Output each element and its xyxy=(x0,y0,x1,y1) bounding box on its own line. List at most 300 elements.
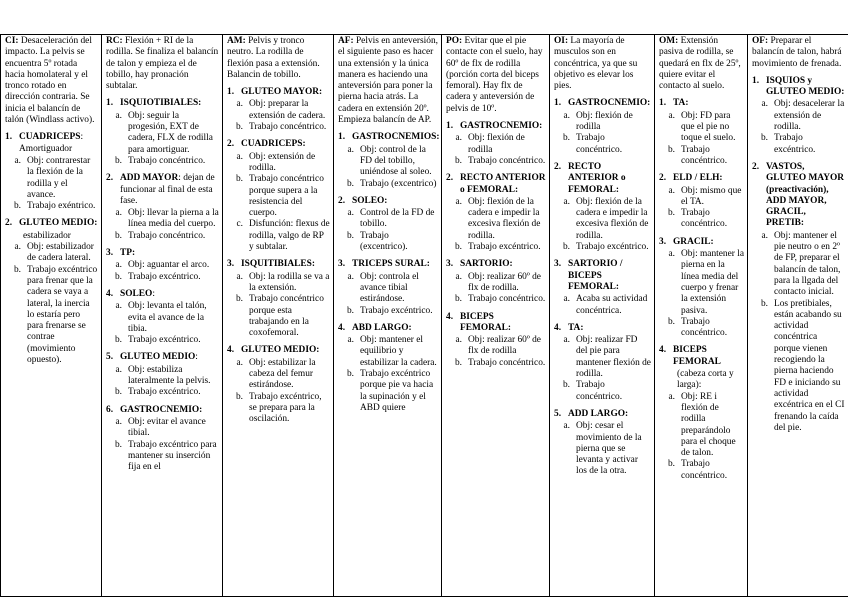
section-number: 2. xyxy=(446,173,454,184)
item-letter: a. xyxy=(455,196,462,207)
list-item xyxy=(106,387,219,398)
muscle-title xyxy=(460,173,546,196)
muscle-heading xyxy=(554,162,651,196)
item-letter: b. xyxy=(562,133,570,144)
list-item xyxy=(554,111,651,134)
item-text: Trabajo concéntrico. xyxy=(681,208,728,230)
muscle-name: RECTO ANTERIOR o FEMORAL: xyxy=(460,173,546,195)
phase-description xyxy=(227,36,330,81)
list-item xyxy=(554,242,651,253)
item-letter: a. xyxy=(236,151,243,162)
item-letter: a. xyxy=(761,99,768,110)
phase-intro-text: Desaceleración del impacto. La pelvis se encuentra 5º rotada hacia homolateral y el tronco rotado en dirección contraria. Se inicia el balancín de talón (Windlass activo). xyxy=(5,36,95,126)
muscle-heading xyxy=(338,196,438,207)
phase-description xyxy=(338,36,438,126)
item-text: Los pretibiales, están acabando su actividad concéntrica porque vienen recogiendo la pierna haciendo FD e iniciando su actividad excéntrica en el CI frenando la caída del pie. xyxy=(774,298,845,433)
list-item xyxy=(106,111,219,156)
item-letter: b. xyxy=(114,271,122,282)
item-letter: b. xyxy=(760,133,768,144)
list-item xyxy=(106,156,219,167)
item-text: Trabajo concéntrico. xyxy=(249,122,327,133)
item-text: Obj: FD para que el pie no toque el suelo. xyxy=(681,110,736,144)
item-text: Obj: extensión de rodilla. xyxy=(249,151,316,173)
muscle-heading xyxy=(106,289,219,300)
item-letter: a. xyxy=(115,208,122,219)
muscle-subtitle: (cabeza corta y larga): xyxy=(677,369,734,391)
muscle-heading xyxy=(227,87,330,98)
muscle-heading xyxy=(106,98,219,109)
item-text: Obj: cesar el movimiento de la pierna que se levanta y activar los de la otra. xyxy=(576,421,642,477)
table-row xyxy=(1,35,848,597)
section-number: 4. xyxy=(659,345,667,356)
item-text: Trabajo concéntrico. xyxy=(128,230,206,241)
item-letter: a. xyxy=(236,357,243,368)
muscle-heading xyxy=(338,259,438,270)
item-text: Obj: flexión de la cadera e impedir la excesiva flexión de rodilla. xyxy=(468,196,541,241)
muscle-note: : xyxy=(195,352,198,363)
muscle-name: SARTORIO / BICEPS FEMORAL: xyxy=(568,259,623,292)
item-letter: b. xyxy=(114,230,122,241)
muscle-heading xyxy=(659,345,744,368)
phase-abbreviation: AF: xyxy=(338,36,354,46)
item-letter: a. xyxy=(455,271,462,282)
section-number: 4. xyxy=(106,288,114,299)
list-item xyxy=(752,99,845,133)
muscle-name: GLUTEO MEDIO: xyxy=(241,345,320,356)
phase-abbreviation: PO: xyxy=(446,36,463,46)
phase-description xyxy=(554,36,651,92)
list-item xyxy=(227,219,330,253)
item-letter: b. xyxy=(562,242,570,253)
list-item xyxy=(338,369,438,414)
section-number: 1. xyxy=(446,121,454,132)
item-text: Obj: contrarestar la flexión de la rodilla y el avance. xyxy=(27,155,91,200)
list-item xyxy=(106,208,219,231)
item-text: Trabajo concéntrico porque supera a la resistencia del cuerpo. xyxy=(249,174,324,219)
list-item xyxy=(554,294,651,317)
item-text: Trabajo excéntrico. xyxy=(576,242,649,253)
item-letter: b. xyxy=(13,264,21,275)
list-item xyxy=(554,380,651,403)
list-item xyxy=(446,133,546,156)
item-letter: a. xyxy=(668,391,675,402)
item-letter: a. xyxy=(115,110,122,121)
list-item xyxy=(338,306,438,317)
item-letter: b. xyxy=(454,242,462,253)
muscle-title xyxy=(120,352,219,363)
muscle-section xyxy=(752,76,845,156)
gait-phases-table xyxy=(0,34,848,597)
muscle-name: GRACIL: xyxy=(673,236,714,247)
item-letter: a. xyxy=(761,230,768,241)
list-item xyxy=(227,174,330,219)
list-item xyxy=(106,260,219,271)
phase-abbreviation: OI: xyxy=(554,36,569,46)
list-item xyxy=(106,335,219,346)
item-letter: a. xyxy=(563,294,570,305)
muscle-section xyxy=(659,345,744,482)
list-item xyxy=(106,365,219,388)
muscle-title xyxy=(673,237,744,248)
muscle-name: BICEPS FEMORAL: xyxy=(460,311,512,333)
section-number: 5. xyxy=(554,408,562,419)
muscle-section xyxy=(106,405,219,474)
muscle-title xyxy=(460,259,546,270)
item-letter: b. xyxy=(235,391,243,402)
muscle-name: ADD LARGO: xyxy=(568,408,629,419)
list-item xyxy=(227,152,330,175)
list-item xyxy=(5,242,98,265)
phase-intro-text: Extensión pasiva de rodilla, se quedará en flx de 25º, quiere evitar el contacto al suelo. xyxy=(659,36,741,92)
muscle-name: GASTROCNEMIO: xyxy=(568,98,651,109)
muscle-heading xyxy=(554,259,651,293)
phase-description xyxy=(446,36,546,115)
item-text: Obj: flexión de rodilla xyxy=(468,133,525,155)
muscle-heading xyxy=(106,352,219,363)
item-letter: a. xyxy=(668,185,675,196)
section-number: 1. xyxy=(659,98,667,109)
muscle-heading xyxy=(227,139,330,150)
muscle-section xyxy=(446,173,546,253)
section-number: 4. xyxy=(227,345,235,356)
list-item xyxy=(446,358,546,369)
list-item xyxy=(554,335,651,380)
item-text: Obj: estabilizador de cadera lateral. xyxy=(27,242,94,264)
muscle-heading xyxy=(227,345,330,356)
item-text: Trabajo excéntrico. xyxy=(774,133,816,155)
muscle-section xyxy=(106,248,219,283)
list-item xyxy=(659,459,744,482)
phase-column xyxy=(334,35,442,597)
muscle-name: TA: xyxy=(673,98,689,109)
item-text: Obj: flexión de la cadera e impedir la excesiva flexión de rodilla. xyxy=(576,196,649,241)
item-text: Obj: evitar el avance tibial. xyxy=(128,416,206,439)
muscle-title xyxy=(460,312,546,335)
item-text: Obj: control de la FD del tobillo, uniéndose al soleo. xyxy=(360,144,432,178)
muscle-heading xyxy=(106,248,219,259)
phase-intro-text: Preparar el balancín de talon, habrá movimiento de frenada. xyxy=(752,36,842,69)
muscle-heading xyxy=(338,323,438,334)
item-text: Trabajo concéntrico porque esta trabajando en la coxofemoral. xyxy=(249,294,324,339)
item-letter: a. xyxy=(563,196,570,207)
item-letter: b. xyxy=(346,178,354,189)
muscle-section xyxy=(338,259,438,316)
muscle-section xyxy=(338,132,438,189)
phase-column xyxy=(442,35,550,597)
muscle-heading xyxy=(659,98,744,109)
muscle-note: : xyxy=(152,288,155,299)
muscle-section xyxy=(227,259,330,339)
item-text: Obj: seguir la progesión, EXT de cadera, FLX de rodilla para amortiguar. xyxy=(128,110,213,155)
muscle-section xyxy=(554,162,651,253)
item-text: Trabajo exéntrico. xyxy=(27,201,96,212)
item-letter: b. xyxy=(667,144,675,155)
item-letter: a. xyxy=(236,271,243,282)
muscle-title xyxy=(352,196,438,207)
section-number: 4. xyxy=(338,322,346,333)
phase-abbreviation: RC: xyxy=(106,36,123,46)
muscle-section xyxy=(106,98,219,167)
item-letter: a. xyxy=(115,301,122,312)
muscle-section xyxy=(659,98,744,167)
muscle-title xyxy=(120,173,219,207)
section-number: 1. xyxy=(752,75,760,86)
item-text: Obj: mantener la pierna en la línea media del cuerpo y frenar la extensión pasiva. xyxy=(681,249,744,316)
phase-intro-text: Pelvis y tronco neutro. La rodilla de flexión pasa a extensión. Balancin de tobillo. xyxy=(227,36,320,80)
muscle-name: SOLEO xyxy=(120,288,153,299)
item-text: Obj: realizar FD del pie para mantener flexión de rodilla. xyxy=(576,335,651,380)
phase-abbreviation: CI: xyxy=(5,36,19,46)
item-text: Obj: realizar 60º de flx de rodilla. xyxy=(468,271,541,293)
muscle-name: VASTOS, GLUTEO MAYOR (preactivación), ADD MAYOR, GRACIL, PRETIB: xyxy=(766,161,845,229)
item-letter: b. xyxy=(13,201,21,212)
list-item xyxy=(227,392,330,426)
item-text: Trabajo concéntrico. xyxy=(681,144,728,166)
muscle-heading xyxy=(106,173,219,207)
list-item xyxy=(338,208,438,231)
item-text: Obj: llevar la pierna a la línea media del cuerpo. xyxy=(128,208,219,230)
phase-intro-text: La mayoría de musculos son en concéntrica, ya que su objetivo es elevar los pies. xyxy=(554,36,638,92)
muscle-section xyxy=(5,218,98,366)
muscle-section xyxy=(554,323,651,403)
item-letter: a. xyxy=(236,99,243,110)
item-text: Obj: desacelerar la extensión de rodilla. xyxy=(774,99,845,133)
item-text: Obj: mantener el equilibrio y estabilizar la cadera. xyxy=(360,335,437,368)
item-letter: b. xyxy=(235,122,243,133)
item-text: Obj: mantener el pie neutro o en 2º de FP, preparar el balancín de talon, para la llgada del contacto inicial. xyxy=(774,230,841,298)
muscle-title xyxy=(352,259,438,270)
phase-intro-text: Evitar que el pie contacte con el suelo, hay 60º de flx de rodilla (porción corta del biceps femoral). Hay flx de cadera y anteversión de pelvis de 10º. xyxy=(446,36,543,114)
muscle-heading xyxy=(446,312,546,335)
item-letter: a. xyxy=(563,335,570,346)
item-text: Trabajo (excentrico). xyxy=(360,230,408,253)
section-number: 1. xyxy=(554,98,562,109)
section-number: 1. xyxy=(227,87,235,98)
muscle-name: GASTROCNEMIO: xyxy=(460,121,543,132)
list-item xyxy=(338,231,438,254)
muscle-section xyxy=(227,345,330,425)
item-letter: a. xyxy=(115,260,122,271)
muscle-heading xyxy=(659,173,744,184)
item-letter: b. xyxy=(667,459,675,470)
list-item xyxy=(446,197,546,242)
section-number: 2. xyxy=(659,173,667,184)
muscle-section xyxy=(554,409,651,478)
item-letter: b. xyxy=(346,305,354,316)
item-text: Obj: aguantar el arco. xyxy=(128,260,210,271)
item-text: Trabajo concéntrico. xyxy=(468,357,546,368)
muscle-note: : dejan de funcionar al final de esta fase. xyxy=(120,173,215,206)
item-text: Trabajo concéntrico. xyxy=(576,380,623,402)
section-number: 3. xyxy=(227,259,235,270)
list-item xyxy=(752,299,845,435)
muscle-title xyxy=(766,162,845,230)
section-number: 3. xyxy=(106,248,114,259)
section-number: 4. xyxy=(446,311,454,322)
muscle-name: CUADRICEPS xyxy=(19,132,81,143)
muscle-name: SOLEO: xyxy=(352,195,388,206)
phase-abbreviation: OM: xyxy=(659,36,679,46)
muscle-name: ELD / ELH: xyxy=(673,173,723,184)
item-text: Trabajo (excentrico) xyxy=(360,178,437,189)
item-text: Obj: la rodilla se va a la extensión. xyxy=(249,271,330,293)
muscle-section xyxy=(554,98,651,155)
item-letter: b. xyxy=(346,369,354,380)
list-item xyxy=(659,208,744,231)
section-number: 1. xyxy=(338,132,346,143)
item-text: Disfunción: flexus de rodilla, valgo de RP y subtalar. xyxy=(249,219,330,253)
muscle-section xyxy=(338,323,438,414)
section-number: 3. xyxy=(554,259,562,270)
section-number: 2. xyxy=(338,195,346,206)
item-letter: b. xyxy=(760,298,768,309)
muscle-heading xyxy=(446,259,546,270)
muscle-title xyxy=(120,98,219,109)
section-number: 3. xyxy=(446,259,454,270)
item-letter: b. xyxy=(454,357,462,368)
item-text: Trabajo excéntrico. xyxy=(468,242,541,253)
document-page xyxy=(0,34,848,599)
muscle-section xyxy=(227,139,330,253)
muscle-section xyxy=(5,132,98,212)
item-text: Trabajo excéntrico porque pie va hacia la supinación y el ABD quiere xyxy=(360,369,434,413)
muscle-section xyxy=(446,312,546,369)
muscle-title xyxy=(241,345,330,356)
muscle-section xyxy=(106,173,219,242)
muscle-title xyxy=(120,248,219,259)
list-item xyxy=(338,145,438,179)
list-item xyxy=(227,294,330,339)
list-item xyxy=(446,272,546,295)
list-item xyxy=(752,231,845,299)
section-number: 1. xyxy=(106,98,114,109)
item-letter: b. xyxy=(346,230,354,241)
item-letter: c. xyxy=(236,219,243,230)
muscle-name: TRICEPS SURAL: xyxy=(352,259,430,270)
item-letter: b. xyxy=(667,208,675,219)
muscle-name: GLUTEO MEDIO xyxy=(120,352,196,363)
section-number: 1. xyxy=(5,132,13,143)
item-text: Trabajo concéntrico. xyxy=(468,294,546,305)
item-letter: b. xyxy=(114,335,122,346)
muscle-title xyxy=(568,162,651,196)
muscle-section xyxy=(446,121,546,167)
item-letter: a. xyxy=(347,335,354,346)
item-text: Trabajo concéntrico. xyxy=(576,133,623,155)
muscle-title xyxy=(460,121,546,132)
item-letter: a. xyxy=(115,364,122,375)
muscle-title xyxy=(352,132,440,143)
muscle-title xyxy=(673,173,744,184)
muscle-heading xyxy=(554,323,651,334)
phase-description xyxy=(106,36,219,92)
muscle-title xyxy=(568,259,651,293)
list-item xyxy=(106,301,219,335)
item-letter: a. xyxy=(563,110,570,121)
list-item xyxy=(659,392,744,460)
muscle-title xyxy=(19,218,98,229)
muscle-section xyxy=(659,237,744,340)
item-letter: b. xyxy=(114,439,122,450)
item-letter: a. xyxy=(668,249,675,260)
muscle-heading xyxy=(554,409,651,420)
muscle-title xyxy=(568,323,651,334)
item-letter: a. xyxy=(14,155,21,166)
muscle-title xyxy=(568,98,651,109)
muscle-section xyxy=(106,289,219,346)
section-number: 6. xyxy=(106,404,114,415)
muscle-section xyxy=(106,352,219,398)
section-number: 3. xyxy=(338,259,346,270)
muscle-heading xyxy=(446,173,546,196)
list-item xyxy=(554,197,651,242)
item-text: Trabajo excéntrico para mantener su inserción fija en el xyxy=(128,439,217,473)
section-number: 2. xyxy=(5,218,13,229)
item-text: Obj: flexión de rodilla xyxy=(576,110,633,133)
list-item xyxy=(106,417,219,440)
muscle-name: GLUTEO MAYOR: xyxy=(241,87,323,98)
phase-intro-text: Pelvis en anteversión, el siguiente paso es hacer una extensión y la única manera es haciendo una anteversión para poner la pierna hacia atrás. La cadera en extensión 20º. Empieza balancín de AP. xyxy=(338,36,438,126)
muscle-title xyxy=(352,323,438,334)
muscle-name: CUADRICEPS: xyxy=(241,139,306,150)
item-text: Obj: levanta el talón, evita el avance de la tibia. xyxy=(128,301,207,334)
item-letter: b. xyxy=(454,294,462,305)
list-item xyxy=(554,133,651,156)
muscle-name: GLUTEO MEDIO: xyxy=(19,218,98,229)
phase-column xyxy=(748,35,848,597)
item-letter: b. xyxy=(667,316,675,327)
item-letter: a. xyxy=(668,110,675,121)
item-letter: b. xyxy=(235,294,243,305)
muscle-section xyxy=(659,173,744,230)
item-letter: b. xyxy=(454,155,462,166)
list-item xyxy=(446,294,546,305)
muscle-name: ISQUITIBIALES: xyxy=(241,259,315,270)
list-item xyxy=(227,272,330,295)
list-item xyxy=(338,272,438,306)
item-text: Obj: preparar la extensión de cadera. xyxy=(249,99,326,121)
muscle-heading xyxy=(338,132,438,143)
list-item xyxy=(554,421,651,477)
muscle-name: ISQUIOTIBIALES: xyxy=(120,98,202,109)
list-item xyxy=(227,99,330,122)
list-item xyxy=(659,249,744,317)
item-text: Trabajo excéntrico para frenar que la cadera se vaya a lateral, la inercia lo estaría pero para frenarse se contrae (movimiento opuesto). xyxy=(27,264,98,366)
item-text: Trabajo excéntrico. xyxy=(128,387,201,398)
muscle-name: TP: xyxy=(120,248,136,259)
item-text: Obj: mismo que el TA. xyxy=(681,185,742,207)
phase-description xyxy=(659,36,744,92)
muscle-section xyxy=(227,87,330,133)
phase-abbreviation: OF: xyxy=(752,36,769,46)
muscle-heading xyxy=(446,121,546,132)
item-letter: a. xyxy=(115,416,122,427)
item-letter: a. xyxy=(14,242,21,253)
phase-description xyxy=(752,36,845,70)
phase-description xyxy=(5,36,98,126)
item-letter: b. xyxy=(114,387,122,398)
muscle-name: RECTO ANTERIOR o FEMORAL: xyxy=(568,161,626,195)
list-item xyxy=(5,265,98,367)
phase-column xyxy=(102,35,223,597)
item-letter: b. xyxy=(562,380,570,391)
item-text: Trabajo excéntrico. xyxy=(128,335,201,346)
muscle-name: ABD LARGO: xyxy=(352,322,412,333)
muscle-heading xyxy=(554,98,651,109)
list-item xyxy=(752,133,845,156)
section-number: 5. xyxy=(106,352,114,363)
list-item xyxy=(446,335,546,358)
